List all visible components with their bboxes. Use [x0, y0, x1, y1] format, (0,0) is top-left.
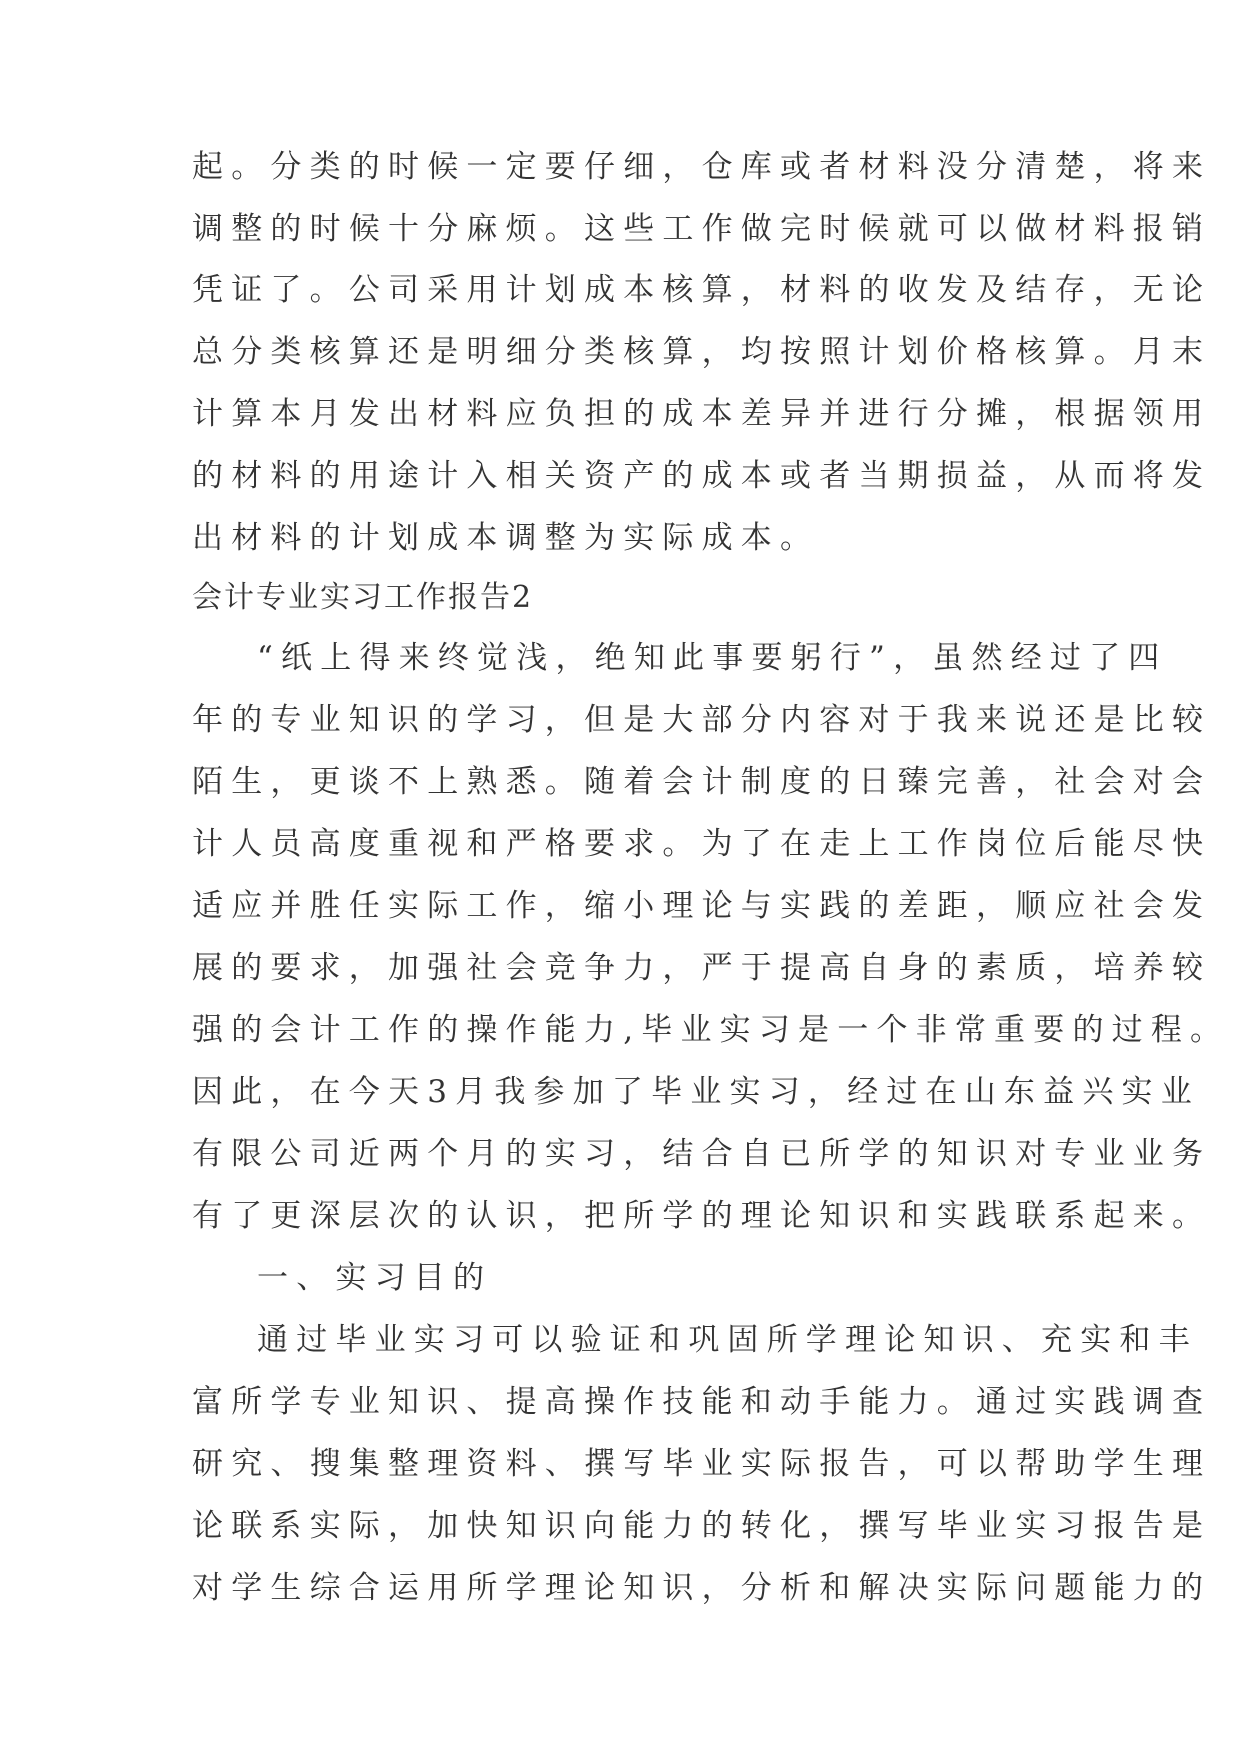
text-line: 富所学专业知识、提高操作技能和动手能力。通过实践调查: [192, 1384, 1212, 1420]
text-line: 有了更深层次的认识，把所学的理论知识和实践联系起来。: [192, 1198, 1212, 1234]
text-line: 因此，在今天3月我参加了毕业实习，经过在山东益兴实业: [192, 1074, 1200, 1110]
text-line: 总分类核算还是明细分类核算，均按照计划价格核算。月末: [192, 334, 1212, 370]
text-line: 研究、搜集整理资料、撰写毕业实际报告，可以帮助学生理: [192, 1446, 1212, 1482]
text-line: 计算本月发出材料应负担的成本差异并进行分摊，根据领用: [192, 396, 1212, 432]
text-line: 展的要求，加强社会竞争力，严于提高自身的素质，培养较: [192, 950, 1212, 986]
text-line: 陌生，更谈不上熟悉。随着会计制度的日臻完善，社会对会: [192, 764, 1212, 800]
section-title: 会计专业实习工作报告2: [192, 580, 534, 615]
text-line: 适应并胜任实际工作，缩小理论与实践的差距，顺应社会发: [192, 888, 1212, 924]
text-line: 起。分类的时候一定要仔细，仓库或者材料没分清楚，将来: [192, 149, 1212, 185]
paragraph-first-line: 通过毕业实习可以验证和巩固所学理论知识、充实和丰: [257, 1322, 1198, 1358]
paragraph-first-line: “纸上得来终觉浅，绝知此事要躬行”，虽然经过了四: [257, 640, 1168, 676]
text-line: 论联系实际，加快知识向能力的转化，撰写毕业实习报告是: [192, 1508, 1212, 1544]
text-line: 对学生综合运用所学理论知识，分析和解决实际问题能力的: [192, 1570, 1212, 1606]
text-line: 强的会计工作的操作能力,毕业实习是一个非常重要的过程。: [192, 1012, 1230, 1048]
text-line: 的材料的用途计入相关资产的成本或者当期损益，从而将发: [192, 458, 1212, 494]
subsection-title: 一、实习目的: [257, 1260, 493, 1296]
text-line: 凭证了。公司采用计划成本核算，材料的收发及结存，无论: [192, 272, 1212, 308]
text-line: 调整的时候十分麻烦。这些工作做完时候就可以做材料报销: [192, 211, 1212, 247]
text-line: 出材料的计划成本调整为实际成本。: [192, 520, 820, 556]
text-line: 年的专业知识的学习，但是大部分内容对于我来说还是比较: [192, 702, 1212, 738]
text-line: 有限公司近两个月的实习，结合自已所学的知识对专业业务: [192, 1136, 1212, 1172]
text-line: 计人员高度重视和严格要求。为了在走上工作岗位后能尽快: [192, 826, 1212, 862]
